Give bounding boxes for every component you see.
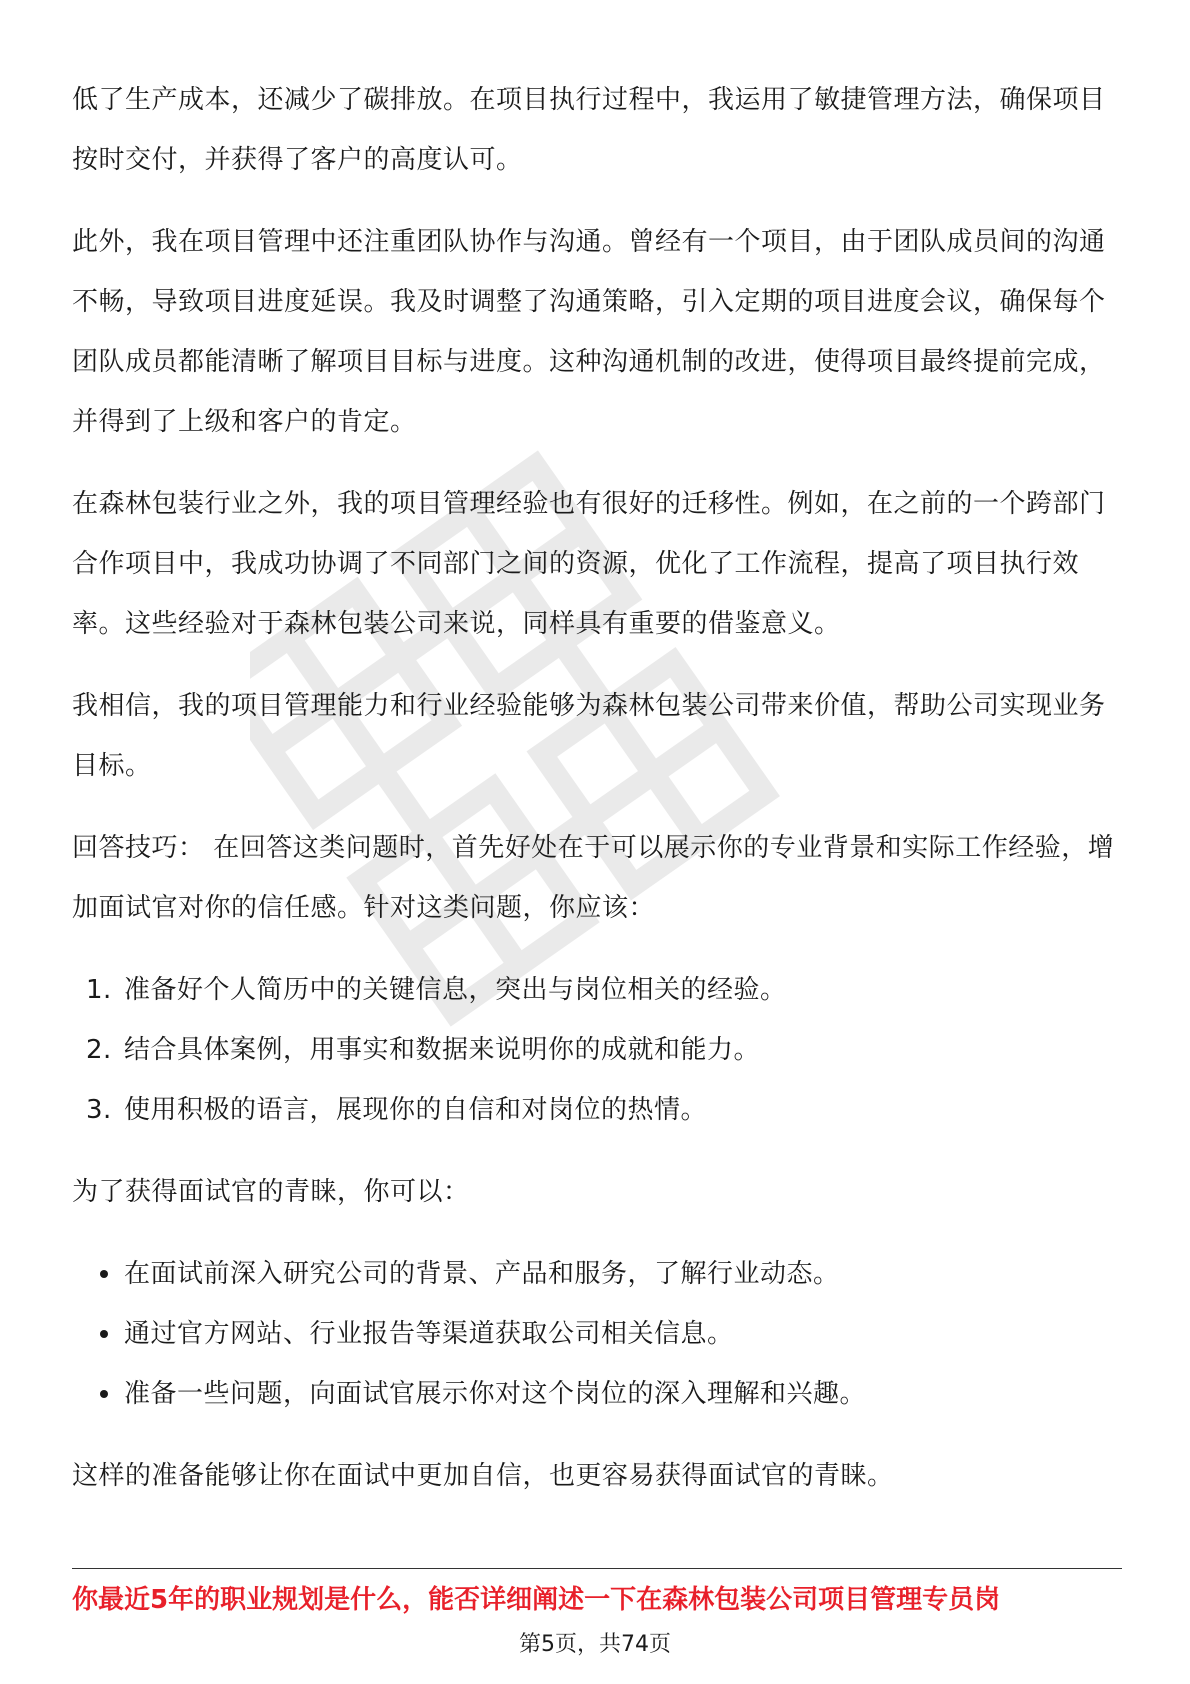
footer-question-title: 你最近5年的职业规划是什么，能否详细阐述一下在森林包装公司项目管理专员岗 bbox=[72, 1585, 1001, 1615]
paragraph-closing: 这样的准备能够让你在面试中更加自信，也更容易获得面试官的青睐。 bbox=[72, 1461, 894, 1491]
list-item-text: 准备一些问题，向面试官展示你对这个岗位的深入理解和兴趣。 bbox=[124, 1379, 867, 1409]
list-number: 1. bbox=[86, 975, 112, 1005]
list-item bbox=[72, 1080, 1122, 1140]
list-item bbox=[72, 1304, 1122, 1364]
paragraph-answer-tips: 回答技巧： 在回答这类问题时，首先好处在于可以展示你的专业背景和实际工作经验，增加面试官对你的信任感。针对这类问题，你应该： bbox=[72, 833, 1115, 923]
paragraph-transferable-experience: 在森林包装行业之外，我的项目管理经验也有很好的迁移性。例如，在之前的一个跨部门合作项目中，我成功协调了不同部门之间的资源，优化了工作流程，提高了项目执行效率。这些经验对于森林包装公司来说，同样具有重要的借鉴意义。 bbox=[72, 489, 1106, 639]
list-item bbox=[72, 1364, 1122, 1424]
list-item bbox=[72, 1244, 1122, 1304]
bullet-dot-icon bbox=[100, 1270, 108, 1278]
document-body bbox=[72, 70, 1122, 1528]
list-item-text: 在面试前深入研究公司的背景、产品和服务，了解行业动态。 bbox=[124, 1259, 840, 1289]
bullet-dot-icon bbox=[100, 1390, 108, 1398]
numbered-list bbox=[72, 960, 1122, 1140]
paragraph-belief: 我相信，我的项目管理能力和行业经验能够为森林包装公司带来价值，帮助公司实现业务目标。 bbox=[72, 691, 1106, 781]
paragraph-team-communication: 此外，我在项目管理中还注重团队协作与沟通。曾经有一个项目，由于团队成员间的沟通不畅，导致项目进度延误。我及时调整了沟通策略，引入定期的项目进度会议，确保每个团队成员都能清晰了解项目目标与进度。这种沟通机制的改进，使得项目最终提前完成，并得到了上级和客户的肯定。 bbox=[72, 227, 1106, 437]
footer-divider bbox=[72, 1568, 1122, 1569]
list-item bbox=[72, 1020, 1122, 1080]
paragraph-bullets-intro: 为了获得面试官的青睐，你可以： bbox=[72, 1177, 470, 1207]
page-number: 第5页，共74页 bbox=[519, 1632, 671, 1657]
bullet-list bbox=[72, 1244, 1122, 1424]
list-item-text: 准备好个人简历中的关键信息，突出与岗位相关的经验。 bbox=[124, 975, 787, 1005]
list-item-text: 使用积极的语言，展现你的自信和对岗位的热情。 bbox=[124, 1095, 708, 1125]
list-item bbox=[72, 960, 1122, 1020]
paragraph-intro-continued: 低了生产成本，还减少了碳排放。在项目执行过程中，我运用了敏捷管理方法，确保项目按时交付，并获得了客户的高度认可。 bbox=[72, 85, 1106, 175]
list-number: 3. bbox=[86, 1095, 112, 1125]
list-item-text: 通过官方网站、行业报告等渠道获取公司相关信息。 bbox=[124, 1319, 734, 1349]
list-item-text: 结合具体案例，用事实和数据来说明你的成就和能力。 bbox=[124, 1035, 761, 1065]
list-number: 2. bbox=[86, 1035, 112, 1065]
bullet-dot-icon bbox=[100, 1330, 108, 1338]
